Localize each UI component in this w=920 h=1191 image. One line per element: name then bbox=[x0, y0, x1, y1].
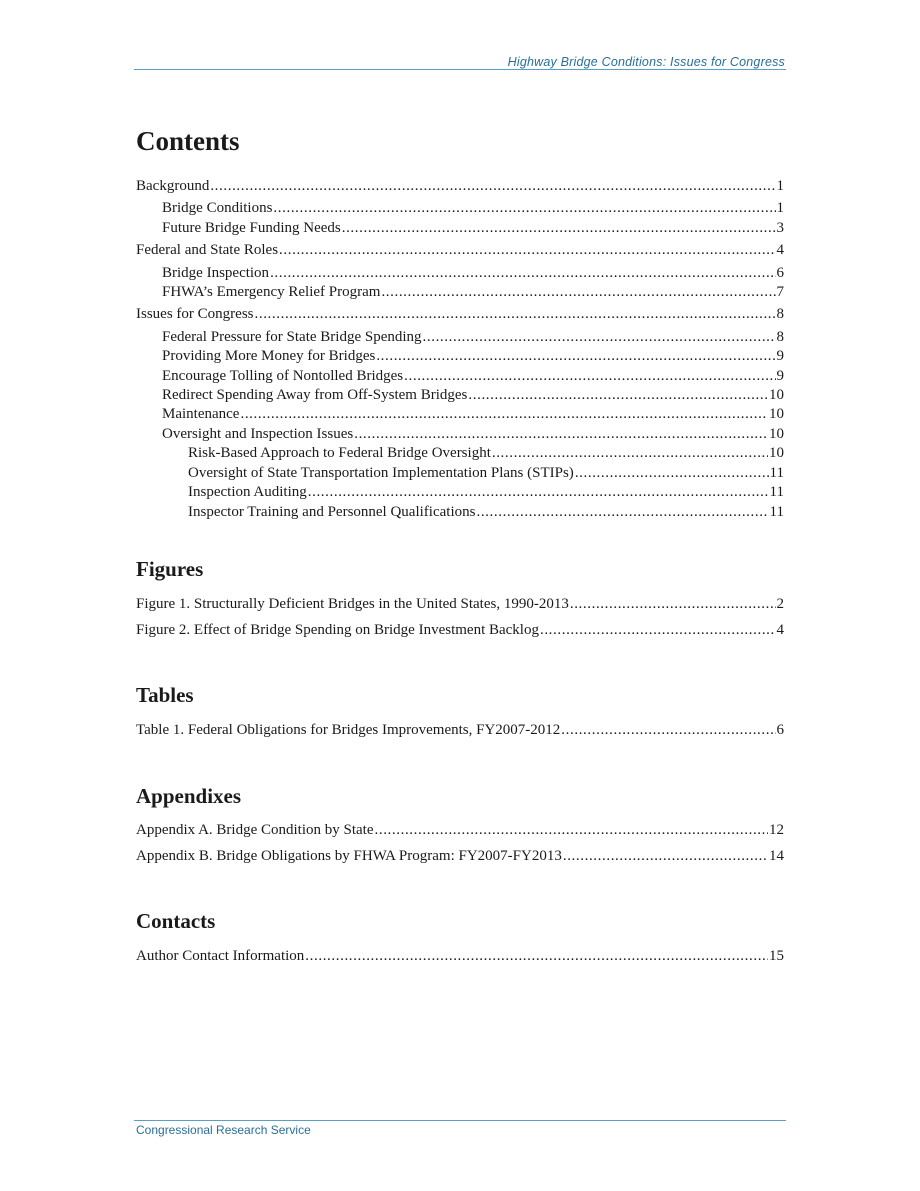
toc-page-number: 1 bbox=[776, 178, 784, 194]
dot-leader bbox=[279, 241, 775, 260]
toc-entry-risk-based[interactable] bbox=[136, 444, 784, 463]
toc-entry-label: Encourage Tolling of Nontolled Bridges bbox=[162, 367, 404, 384]
toc-entry-table-1[interactable] bbox=[136, 717, 784, 743]
toc-entry-more-money[interactable] bbox=[136, 347, 784, 366]
dot-leader bbox=[563, 843, 768, 869]
footer-rule bbox=[134, 1120, 786, 1121]
contacts-heading: Contacts bbox=[136, 909, 216, 933]
toc-page-number: 4 bbox=[776, 622, 784, 638]
toc-entry-redirect-spending[interactable] bbox=[136, 386, 784, 405]
toc-entry-label: Appendix B. Bridge Obligations by FHWA Program: FY2007-FY2013 bbox=[136, 848, 562, 864]
toc-page-number: 9 bbox=[776, 348, 784, 365]
appendixes-heading: Appendixes bbox=[136, 784, 242, 808]
toc-entry-maintenance[interactable] bbox=[136, 405, 784, 424]
toc-entry-label: Author Contact Information bbox=[136, 948, 305, 964]
toc-page-number: 10 bbox=[769, 425, 784, 442]
dot-leader bbox=[492, 444, 768, 463]
toc-entry-inspector-training[interactable] bbox=[136, 503, 784, 522]
toc-entry-label: Oversight and Inspection Issues bbox=[162, 425, 354, 442]
toc-entry-emergency-relief[interactable] bbox=[136, 283, 784, 302]
toc-page-number: 1 bbox=[776, 200, 784, 217]
toc-page-number: 11 bbox=[769, 484, 784, 501]
toc-entry-author-contact[interactable] bbox=[136, 943, 784, 969]
toc-page-number: 8 bbox=[776, 328, 784, 345]
toc-entry-federal-pressure[interactable] bbox=[136, 328, 784, 347]
toc-entry-figure-2[interactable] bbox=[136, 617, 784, 643]
dot-leader bbox=[381, 283, 775, 302]
toc-entry-label: Figure 2. Effect of Bridge Spending on Bridge Investment Backlog bbox=[136, 622, 539, 638]
dot-leader bbox=[240, 405, 768, 424]
dot-leader bbox=[342, 219, 776, 238]
toc-entry-appendix-a[interactable] bbox=[136, 817, 784, 843]
toc-entry-label: Oversight of State Transportation Implementation Plans (STIPs) bbox=[188, 464, 574, 481]
dot-leader bbox=[270, 264, 775, 283]
dot-leader bbox=[376, 347, 775, 366]
dot-leader bbox=[561, 717, 775, 743]
toc-page-number: 7 bbox=[776, 284, 784, 301]
toc-entry-figure-1[interactable] bbox=[136, 591, 784, 617]
toc-page-number: 11 bbox=[769, 464, 784, 481]
dot-leader bbox=[404, 367, 775, 386]
toc-entry-label: Issues for Congress bbox=[136, 306, 254, 323]
dot-leader bbox=[354, 425, 768, 444]
toc-page-number: 11 bbox=[769, 503, 784, 520]
toc-entry-label: Appendix A. Bridge Condition by State bbox=[136, 822, 374, 838]
toc-entry-label: Figure 1. Structurally Deficient Bridges in the United States, 1990-2013 bbox=[136, 596, 569, 612]
dot-leader bbox=[375, 817, 769, 843]
dot-leader bbox=[575, 464, 769, 483]
tables-heading: Tables bbox=[136, 683, 194, 707]
toc-entry-background[interactable] bbox=[136, 177, 784, 196]
dot-leader bbox=[305, 943, 768, 969]
dot-leader bbox=[210, 177, 775, 196]
toc-entry-appendix-b[interactable] bbox=[136, 843, 784, 869]
toc-entry-label: Inspection Auditing bbox=[188, 484, 307, 501]
toc-entry-stips[interactable] bbox=[136, 464, 784, 483]
toc-page-number: 10 bbox=[769, 445, 784, 462]
toc-entry-bridge-inspection[interactable] bbox=[136, 264, 784, 283]
toc-entry-inspection-auditing[interactable] bbox=[136, 483, 784, 502]
figures-heading: Figures bbox=[136, 557, 204, 581]
toc-page-number: 3 bbox=[776, 219, 784, 236]
running-header: Highway Bridge Conditions: Issues for Congress bbox=[507, 55, 785, 69]
contents-heading: Contents bbox=[136, 126, 240, 156]
toc-page-number: 6 bbox=[776, 264, 784, 281]
toc-entry-label: Future Bridge Funding Needs bbox=[162, 219, 341, 236]
toc-page-number: 10 bbox=[769, 387, 784, 404]
dot-leader bbox=[423, 328, 776, 347]
toc-entry-issues-for-congress[interactable] bbox=[136, 305, 784, 324]
toc-entry-federal-state-roles[interactable] bbox=[136, 241, 784, 260]
dot-leader bbox=[255, 305, 776, 324]
toc-entry-label: Federal Pressure for State Bridge Spending bbox=[162, 328, 422, 345]
dot-leader bbox=[570, 591, 776, 617]
toc-entry-label: Federal and State Roles bbox=[136, 242, 279, 259]
toc-entry-oversight-inspection[interactable] bbox=[136, 425, 784, 444]
dot-leader bbox=[476, 503, 768, 522]
tables-list bbox=[136, 717, 784, 743]
toc-entry-bridge-conditions[interactable] bbox=[136, 199, 784, 218]
contacts-list bbox=[136, 943, 784, 969]
toc-page-number: 12 bbox=[769, 822, 784, 838]
toc-page-number: 8 bbox=[776, 306, 784, 323]
appendixes-list bbox=[136, 817, 784, 869]
toc-page-number: 15 bbox=[769, 948, 784, 964]
toc-page-number: 9 bbox=[776, 367, 784, 384]
toc-entry-label: Bridge Inspection bbox=[162, 264, 270, 281]
running-footer: Congressional Research Service bbox=[136, 1123, 311, 1137]
toc-page-number: 6 bbox=[776, 722, 784, 738]
toc-page-number: 2 bbox=[776, 596, 784, 612]
toc-entry-label: Redirect Spending Away from Off-System Bridges bbox=[162, 387, 468, 404]
dot-leader bbox=[308, 483, 769, 502]
contents-list bbox=[136, 177, 784, 522]
toc-entry-label: Background bbox=[136, 178, 210, 194]
toc-page-number: 14 bbox=[769, 848, 784, 864]
toc-entry-label: Maintenance bbox=[162, 406, 240, 423]
dot-leader bbox=[540, 617, 776, 643]
toc-page-number: 4 bbox=[776, 242, 784, 259]
toc-page-number: 10 bbox=[769, 406, 784, 423]
toc-entry-label: FHWA’s Emergency Relief Program bbox=[162, 284, 381, 301]
toc-entry-label: Inspector Training and Personnel Qualifications bbox=[188, 503, 476, 520]
toc-entry-future-funding[interactable] bbox=[136, 219, 784, 238]
figures-list bbox=[136, 591, 784, 643]
toc-entry-label: Risk-Based Approach to Federal Bridge Oversight bbox=[188, 445, 491, 462]
toc-entry-label: Table 1. Federal Obligations for Bridges Improvements, FY2007-2012 bbox=[136, 722, 561, 738]
toc-entry-label: Bridge Conditions bbox=[162, 200, 273, 217]
dot-leader bbox=[468, 386, 768, 405]
header-rule bbox=[134, 69, 786, 70]
dot-leader bbox=[273, 199, 775, 218]
toc-entry-label: Providing More Money for Bridges bbox=[162, 348, 376, 365]
toc-entry-tolling[interactable] bbox=[136, 367, 784, 386]
